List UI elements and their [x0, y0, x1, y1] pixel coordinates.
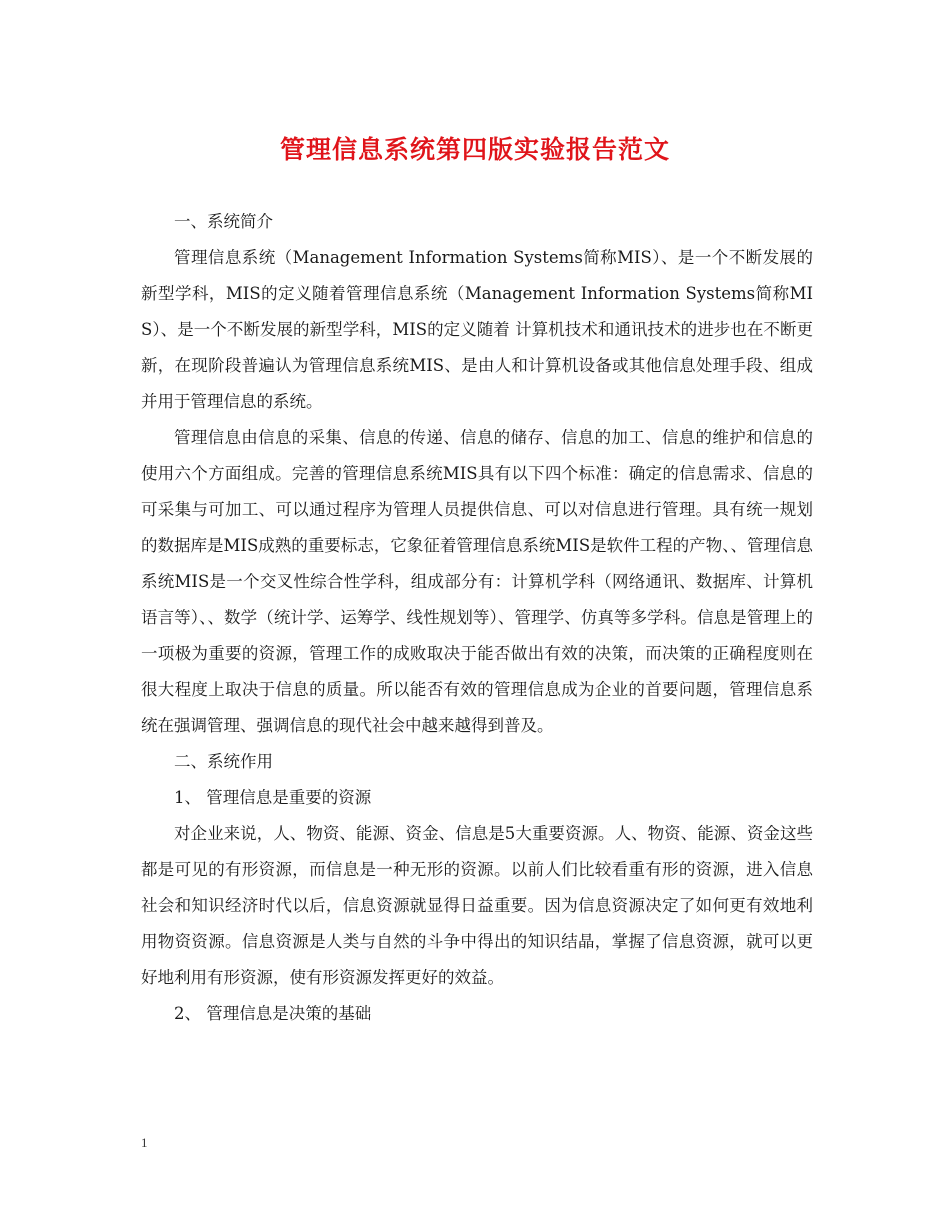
page-number: 1 [141, 1135, 148, 1150]
section-heading-intro: 一、系统简介 [174, 212, 273, 231]
paragraph-resource: 对企业来说，人、物资、能源、资金、信息是5大重要资源。人、物资、能源、资金这些都是可见的有形资源，而信息是一种无形的资源。以前人们比较看重有形的资源，进入信息社会和知识经济时代以后，信息资源就显得日益重要。因为信息资源决定了如何更有效地利用物资资源。信息资源是人类与自然的斗争中得出的知识结晶，掌握了信息资源，就可以更好地利用有形资源，使有形资源发挥更好的效益。 [141, 824, 813, 987]
subheading-decision: 2、 管理信息是决策的基础 [174, 1004, 372, 1023]
document-body [141, 204, 813, 1032]
paragraph-components: 管理信息由信息的采集、信息的传递、信息的储存、信息的加工、信息的维护和信息的使用六个方面组成。完善的管理信息系统MIS具有以下四个标准：确定的信息需求、信息的可采集与可加工、可以通过程序为管理人员提供信息、可以对信息进行管理。具有统一规划的数据库是MIS成熟的重要标志，它象征着管理信息系统MIS是软件工程的产物、、管理信息系统MIS是一个交叉性综合性学科，组成部分有：计算机学科（网络通讯、数据库、计算机语言等）、、数学（统计学、运筹学、线性规划等）、管理学、仿真等多学科。信息是管理上的一项极为重要的资源，管理工作的成败取决于能否做出有效的决策，而决策的正确程度则在很大程度上取决于信息的质量。所以能否有效的管理信息成为企业的首要问题，管理信息系统在强调管理、强调信息的现代社会中越来越得到普及。 [141, 428, 813, 735]
document-title: 管理信息系统第四版实验报告范文 [279, 135, 670, 164]
section-heading-function: 二、系统作用 [174, 752, 273, 771]
paragraph-intro: 管理信息系统（Management Information Systems简称MIS）、是一个不断发展的新型学科，MIS的定义随着管理信息系统（Management Information Systems简称MIS）、是一个不断发展的新型学科，MIS的定义随着 计算机技术和通讯技术的进步也在不断更新，在现阶段普遍认为管理信息系统MIS、是由人和计算机设备或其他信息处理手段、组成并用于管理信息的系统。 [141, 248, 813, 411]
subheading-resource: 1、 管理信息是重要的资源 [174, 788, 372, 807]
